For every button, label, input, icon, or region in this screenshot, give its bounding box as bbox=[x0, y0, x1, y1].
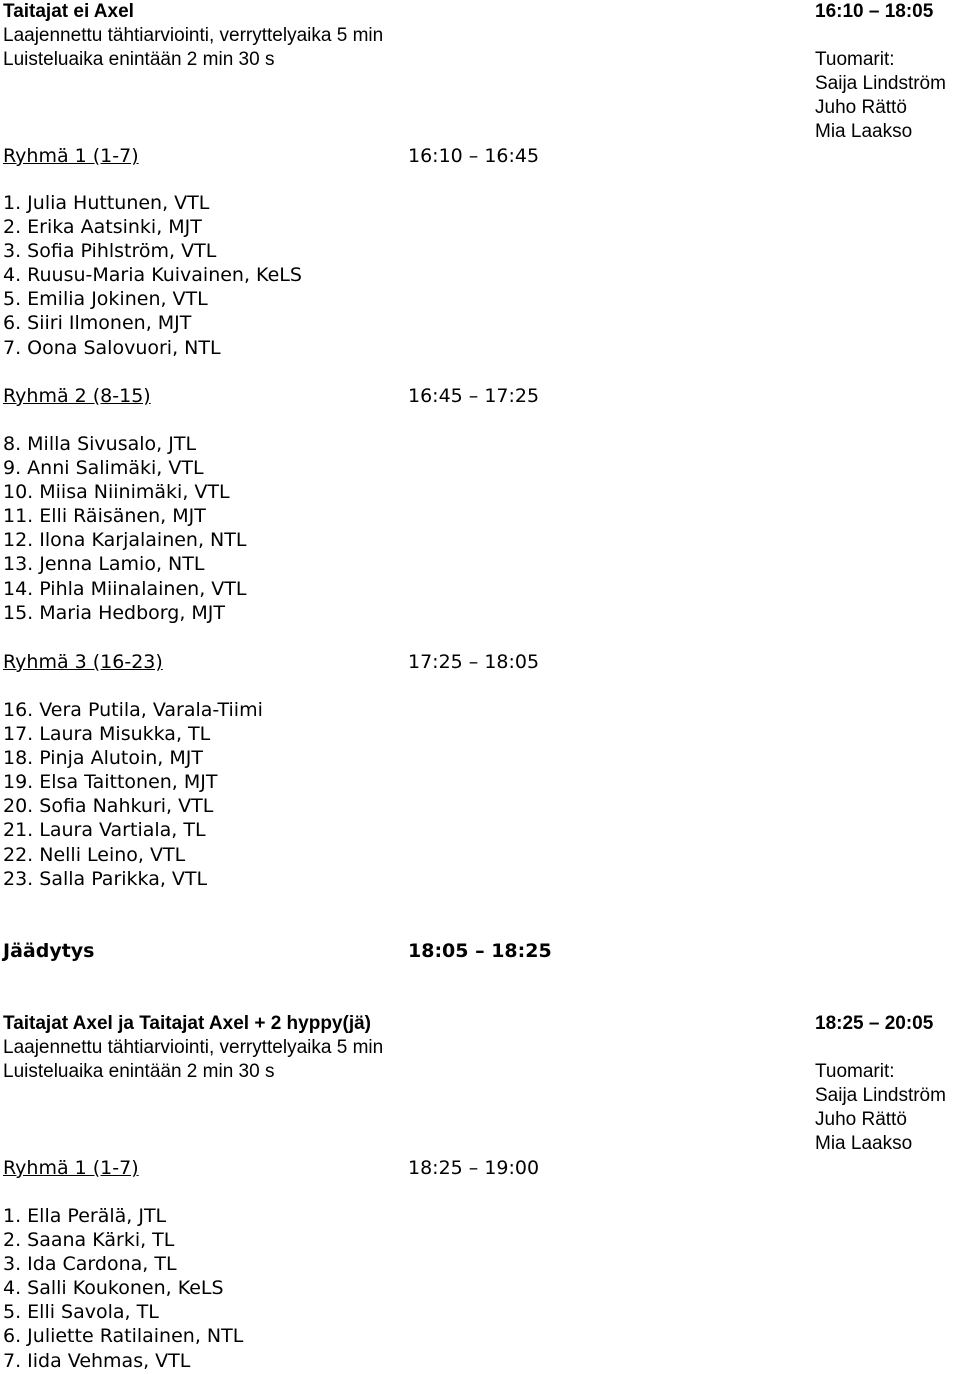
list-item: 4. Salli Koukonen, KeLS bbox=[3, 1277, 224, 1300]
group-label: Ryhmä 3 (16-23) bbox=[3, 651, 163, 673]
judges-block bbox=[815, 48, 946, 144]
judge-name: Mia Laakso bbox=[815, 121, 913, 142]
list-item: 20. Sofia Nahkuri, VTL bbox=[3, 795, 214, 818]
judge-name: Juho Rättö bbox=[815, 97, 907, 118]
group-label: Ryhmä 2 (8-15) bbox=[3, 385, 151, 407]
list-item: 6. Siiri Ilmonen, MJT bbox=[3, 312, 192, 335]
list-item: 13. Jenna Lamio, NTL bbox=[3, 553, 205, 576]
list-item: 1. Julia Huttunen, VTL bbox=[3, 192, 210, 214]
list-item: 6. Juliette Ratilainen, NTL bbox=[3, 1325, 244, 1348]
list-item: 2. Erika Aatsinki, MJT bbox=[3, 216, 202, 239]
section-time: 18:05 – 18:25 bbox=[408, 940, 552, 962]
list-item: 2. Saana Kärki, TL bbox=[3, 1229, 175, 1252]
list-item: 3. Sofia Pihlström, VTL bbox=[3, 240, 217, 263]
list-item: 17. Laura Misukka, TL bbox=[3, 723, 211, 746]
list-item: 18. Pinja Alutoin, MJT bbox=[3, 747, 203, 770]
list-item: 5. Emilia Jokinen, VTL bbox=[3, 288, 208, 311]
list-item: 8. Milla Sivusalo, JTL bbox=[3, 433, 197, 455]
group-time: 16:45 – 17:25 bbox=[408, 385, 540, 407]
group-label: Ryhmä 1 (1-7) bbox=[3, 1157, 139, 1179]
list-item: 15. Maria Hedborg, MJT bbox=[3, 601, 226, 624]
section-time: 16:10 – 18:05 bbox=[815, 1, 934, 22]
group-label: Ryhmä 1 (1-7) bbox=[3, 145, 139, 167]
group-time: 16:10 – 16:45 bbox=[408, 145, 540, 167]
section-info-line: Laajennettu tähtiarviointi, verryttelyaika 5 min bbox=[3, 25, 384, 46]
list-item: 4. Ruusu-Maria Kuivainen, KeLS bbox=[3, 264, 302, 287]
list-item: 9. Anni Salimäki, VTL bbox=[3, 457, 204, 480]
section-title: Taitajat ei Axel bbox=[3, 1, 134, 22]
list-item: 5. Elli Savola, TL bbox=[3, 1301, 159, 1324]
judge-name: Mia Laakso bbox=[815, 1133, 913, 1154]
list-item: 21. Laura Vartiala, TL bbox=[3, 819, 206, 842]
list-item: 10. Miisa Niinimäki, VTL bbox=[3, 481, 230, 504]
section-info-line: Luisteluaika enintään 2 min 30 s bbox=[3, 1061, 275, 1082]
list-item: 7. Oona Salovuori, NTL bbox=[3, 336, 221, 359]
list-item: 3. Ida Cardona, TL bbox=[3, 1253, 177, 1276]
section-title: Taitajat Axel ja Taitajat Axel + 2 hyppy(jä) bbox=[3, 1013, 371, 1034]
list-item: 1. Ella Perälä, JTL bbox=[3, 1205, 167, 1227]
group-time: 17:25 – 18:05 bbox=[408, 651, 540, 673]
list-item: 19. Elsa Taittonen, MJT bbox=[3, 771, 218, 794]
judges-label: Tuomarit: bbox=[815, 49, 895, 70]
group-time: 18:25 – 19:00 bbox=[408, 1157, 540, 1179]
list-item: 12. Ilona Karjalainen, NTL bbox=[3, 529, 247, 552]
list-item: 22. Nelli Leino, VTL bbox=[3, 843, 186, 866]
judge-name: Saija Lindström bbox=[815, 1085, 946, 1106]
judges-label: Tuomarit: bbox=[815, 1061, 895, 1082]
section-info-line: Luisteluaika enintään 2 min 30 s bbox=[3, 49, 275, 70]
list-item: 16. Vera Putila, Varala-Tiimi bbox=[3, 699, 263, 721]
skater-list bbox=[3, 698, 263, 891]
list-item: 14. Pihla Miinalainen, VTL bbox=[3, 577, 247, 600]
section-time: 18:25 – 20:05 bbox=[815, 1013, 934, 1034]
judge-name: Saija Lindström bbox=[815, 73, 946, 94]
section-title: Jäädytys bbox=[3, 940, 95, 962]
judges-block bbox=[815, 1060, 946, 1156]
list-item: 11. Elli Räisänen, MJT bbox=[3, 505, 206, 528]
judge-name: Juho Rättö bbox=[815, 1109, 907, 1130]
list-item: 23. Salla Parikka, VTL bbox=[3, 867, 208, 890]
skater-list bbox=[3, 432, 246, 625]
list-item: 7. Iida Vehmas, VTL bbox=[3, 1349, 191, 1372]
skater-list bbox=[3, 191, 302, 360]
skater-list bbox=[3, 1204, 243, 1373]
section-info-line: Laajennettu tähtiarviointi, verryttelyaika 5 min bbox=[3, 1037, 384, 1058]
